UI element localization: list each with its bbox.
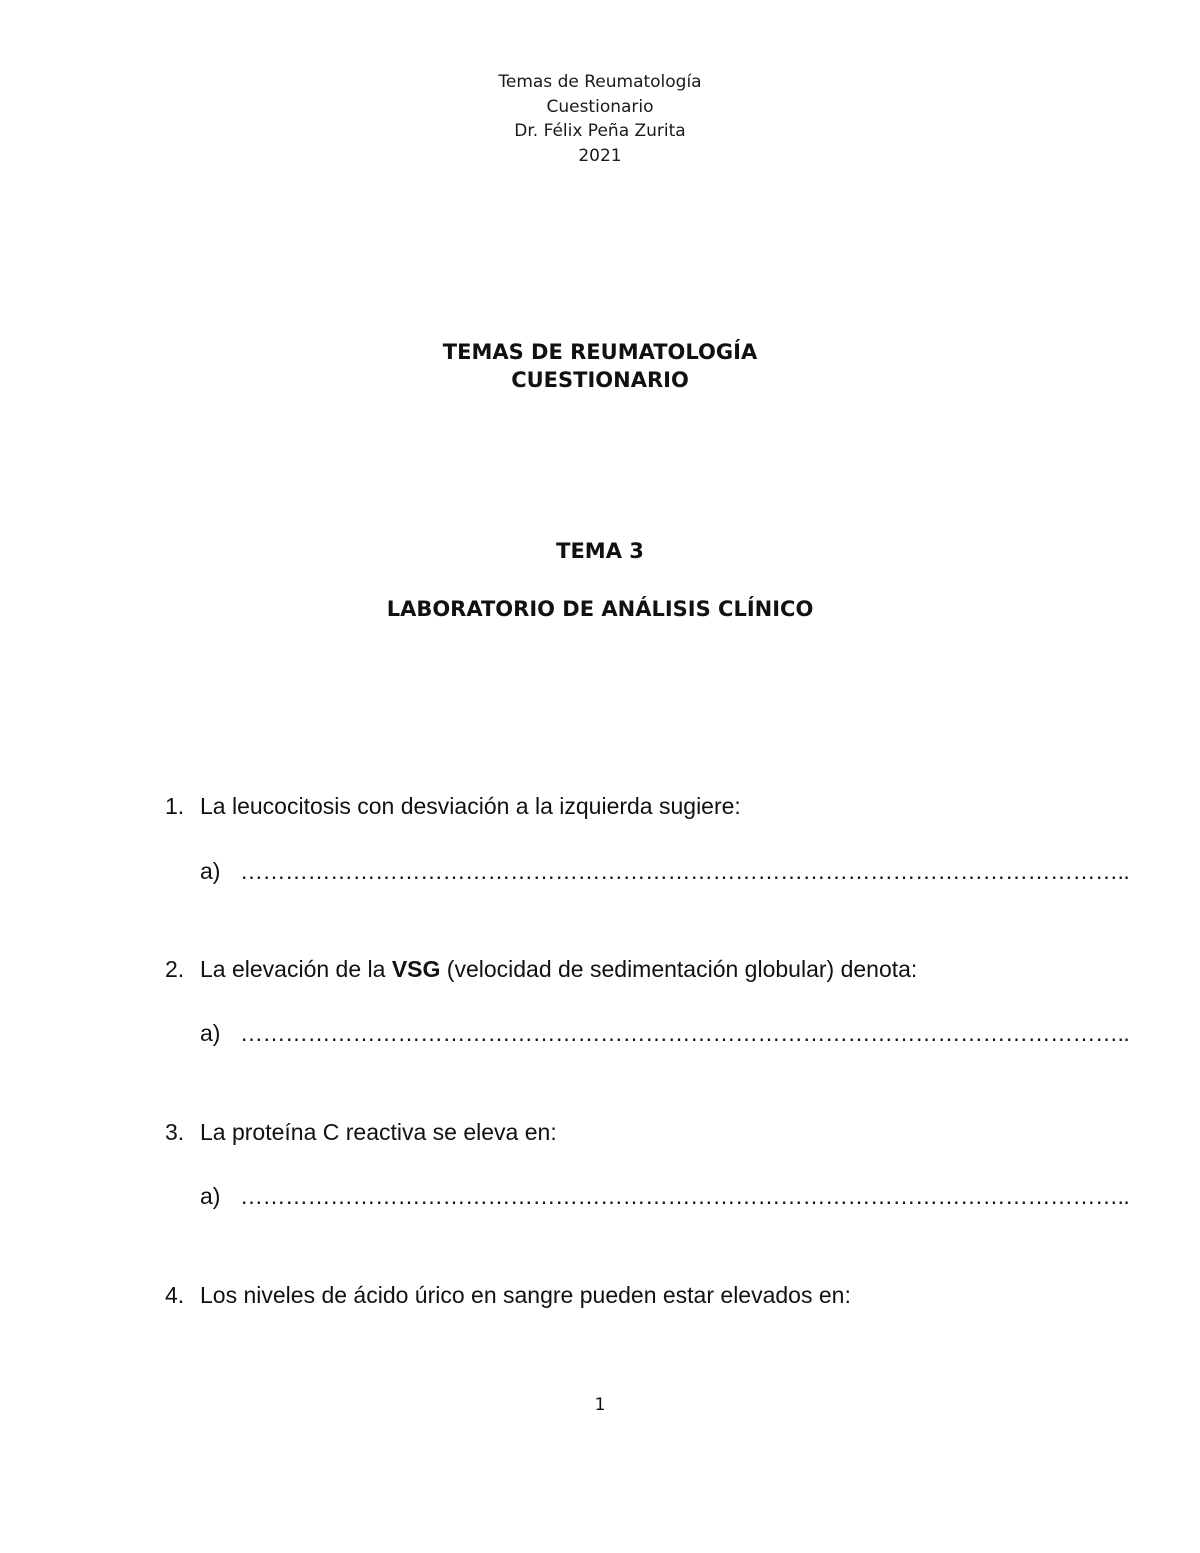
tema-label: TEMA 3 xyxy=(556,539,644,563)
question-4 xyxy=(165,1280,851,1310)
answer-line-2 xyxy=(200,1018,1130,1048)
question-number: 1. xyxy=(165,793,185,819)
answer-blank: ……………………………………………………………………………………………………….. xyxy=(240,858,1130,884)
answer-blank: ……………………………………………………………………………………………………….. xyxy=(240,1020,1130,1046)
question-2 xyxy=(165,954,917,984)
title-line-2: CUESTIONARIO xyxy=(511,368,689,392)
question-text: La leucocitosis con desviación a la izquierda sugiere: xyxy=(200,793,741,819)
question-text xyxy=(200,956,917,982)
page-header xyxy=(0,70,1200,168)
question-text-after: (velocidad de sedimentación globular) denota: xyxy=(440,956,918,982)
question-1 xyxy=(165,791,741,821)
question-number: 4. xyxy=(165,1282,185,1308)
question-text-before: La elevación de la xyxy=(200,956,392,982)
answer-blank: ……………………………………………………………………………………………………….. xyxy=(240,1183,1130,1209)
question-text-bold: VSG xyxy=(391,956,441,982)
question-number: 3. xyxy=(165,1119,185,1145)
answer-line-3 xyxy=(200,1181,1130,1211)
page-number: 1 xyxy=(594,1395,606,1415)
answer-letter: a) xyxy=(200,1183,221,1209)
question-number: 2. xyxy=(165,956,185,982)
header-subject: Temas de Reumatología xyxy=(498,72,702,92)
answer-letter: a) xyxy=(200,858,221,884)
question-text: Los niveles de ácido úrico en sangre pueden estar elevados en: xyxy=(200,1282,851,1308)
header-year: 2021 xyxy=(578,145,622,166)
question-3 xyxy=(165,1117,557,1147)
question-text: La proteína C reactiva se eleva en: xyxy=(200,1119,557,1145)
header-doc-type: Cuestionario xyxy=(546,96,654,117)
document-title xyxy=(0,338,1200,394)
answer-line-1 xyxy=(200,856,1130,886)
tema-subtitle: LABORATORIO DE ANÁLISIS CLÍNICO xyxy=(386,597,814,621)
title-line-1: TEMAS DE REUMATOLOGÍA xyxy=(442,340,758,364)
answer-letter: a) xyxy=(200,1020,221,1046)
header-author: Dr. Félix Peña Zurita xyxy=(514,121,686,141)
